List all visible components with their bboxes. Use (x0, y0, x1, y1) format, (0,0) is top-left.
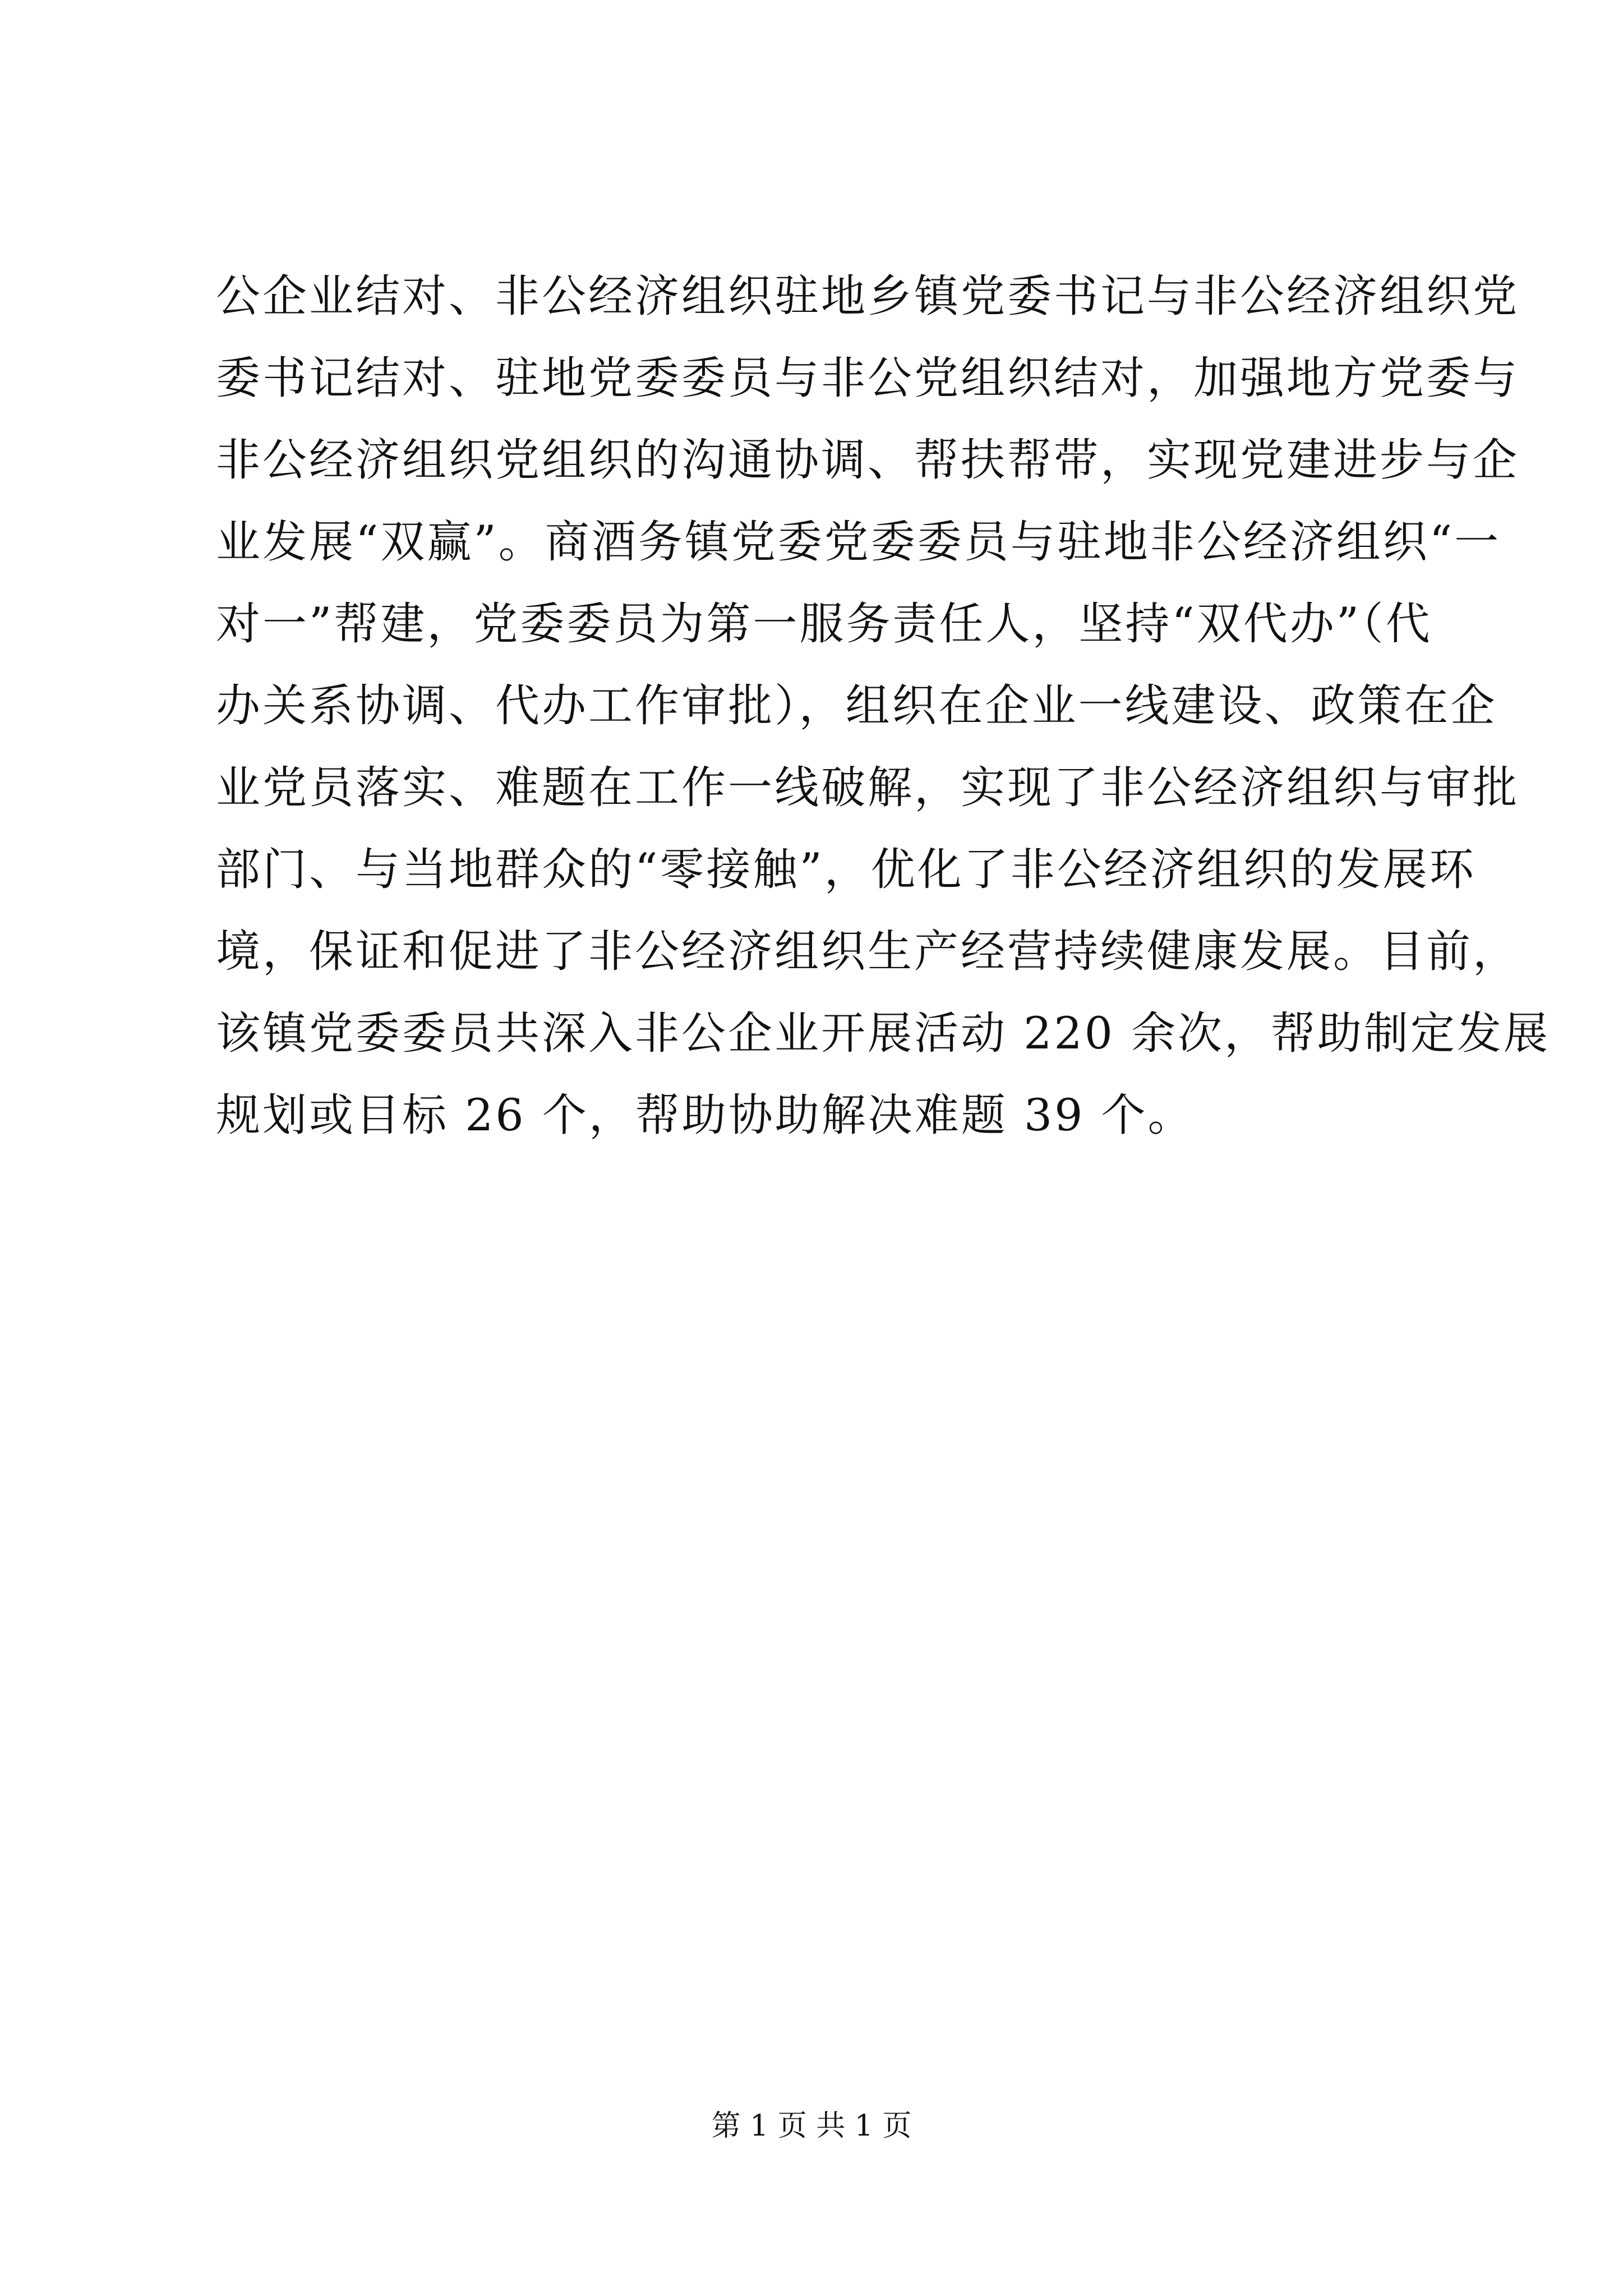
paragraph-line: 办关系协调、代办工作审批），组织在企业一线建设、政策在企 (216, 680, 1497, 731)
paragraph-line: 非公经济组织党组织的沟通协调、帮扶帮带，实现党建进步与企 (216, 434, 1519, 486)
paragraph-line: 规划或目标 26 个，帮助协助解决难题 39 个。 (216, 1089, 1195, 1141)
paragraph-line: 境，保证和促进了非公经济组织生产经营持续健康发展。目前， (216, 926, 1519, 977)
paragraph-line: 公企业结对、非公经济组织驻地乡镇党委书记与非公经济组织党 (216, 270, 1519, 322)
paragraph-line: 业发展“双赢”。商酒务镇党委党委委员与驻地非公经济组织“一 (216, 516, 1501, 568)
paragraph-line: 部门、与当地群众的“零接触”，优化了非公经济组织的发展环 (216, 844, 1476, 895)
page-footer (0, 2106, 1623, 2146)
paragraph-line: 对一”帮建，党委委员为第一服务责任人，坚持“双代办”（代 (216, 598, 1432, 650)
paragraph-line: 委书记结对、驻地党委委员与非公党组织结对，加强地方党委与 (216, 352, 1519, 404)
paragraph-line: 该镇党委委员共深入非公企业开展活动 220 余次，帮助制定发展 (216, 1007, 1551, 1059)
body-paragraph (216, 255, 1551, 1156)
paragraph-line: 业党员落实、难题在工作一线破解，实现了非公经济组织与审批 (216, 762, 1519, 813)
page-indicator: 第 1 页 共 1 页 (711, 2109, 912, 2143)
